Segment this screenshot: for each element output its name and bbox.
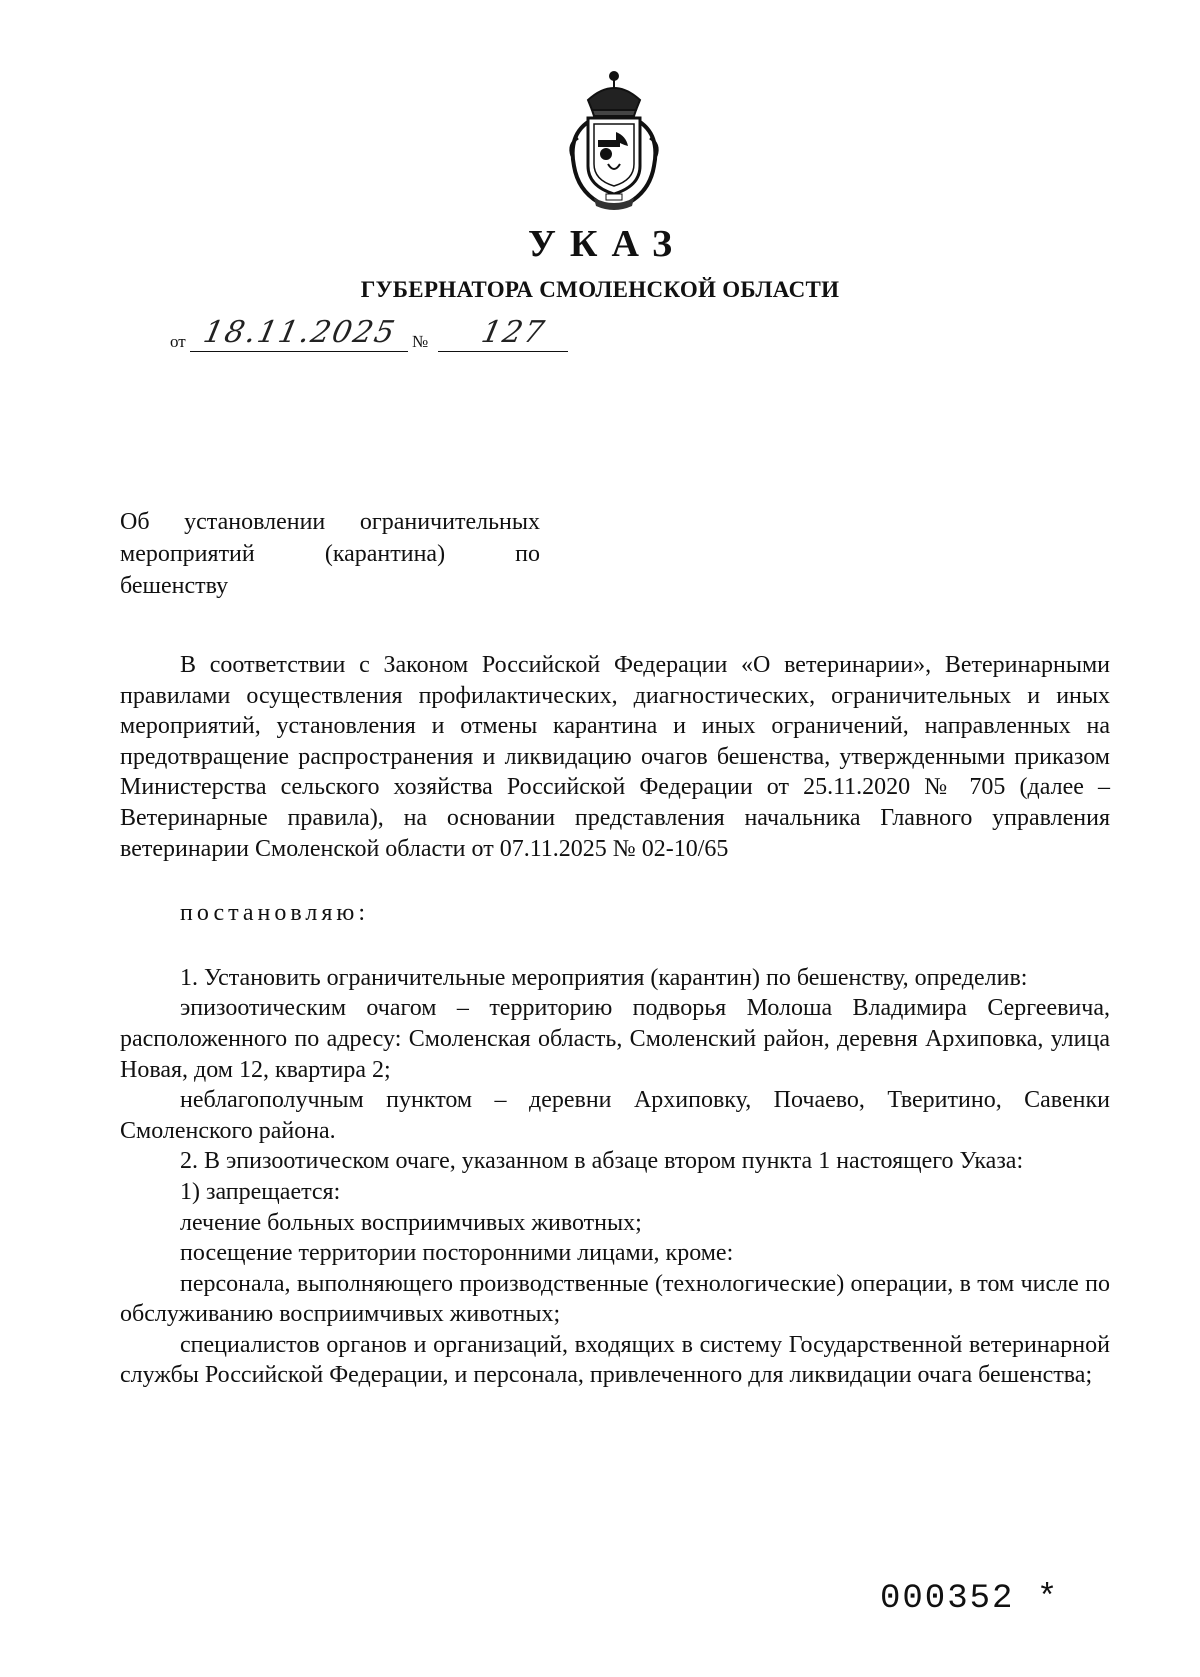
number-handwritten: 127 [478,315,549,350]
heading-line-3: бешенству [120,573,229,599]
paragraph-9: специалистов органов и организаций, входящих в систему Государственной ветеринарной службы Российской Федерации, и персонала, привлеченного для ликвидации очага бешенства; [120,1331,1110,1389]
heading-line-1: Об установлении ограничительных [120,509,540,535]
number-label: № [412,332,429,351]
date-number-line [170,315,590,358]
paragraph-7: посещение территории посторонними лицами, кроме: [180,1240,734,1267]
paragraph-3: неблагополучным пунктом – деревни Архиповку, Почаево, Тверитино, Савенки Смоленского района. [120,1087,1110,1144]
paragraph-5: 1) запрещается: [180,1178,341,1205]
document-heading [120,506,540,602]
resolve-word: постановляю: [180,900,369,927]
paragraph-6: лечение больных восприимчивых животных; [180,1209,642,1236]
preamble-paragraph: В соответствии с Законом Российской Федерации «О ветеринарии», Ветеринарными правилами осуществления профилактических, диагностических, ограничительных и иных мероприятий, установления и отмены карантина и иных ограничений, направленных на предотвращение распространения и ликвидацию очагов бешенства, утвержденными приказом Министерства сельского хозяйства Российской Федерации от 25.11.2020 № 705 (далее – Ветеринарные правила), на основании представления начальника Главного управления ветеринарии Смоленской области от 07.11.2025 № 02-10/65 [120,652,1110,862]
heading-line-2: мероприятий (карантина) по [120,541,540,567]
coat-of-arms-emblem [548,66,680,214]
document-title: УКАЗ [528,223,686,265]
paragraph-4: 2. В эпизоотическом очаге, указанном в абзаце втором пункта 1 настоящего Указа: [180,1148,1024,1175]
document-body [120,650,1110,1391]
blank-serial-number: 000352 * [880,1580,1060,1618]
date-label: от [170,332,186,351]
paragraph-2: эпизоотическим очагом – территорию подворья Молоша Владимира Сергеевича, расположенного по адресу: Смоленская область, Смоленский район, деревня Архиповка, улица Новая, дом 12, квартира 2; [120,995,1110,1083]
paragraph-1: 1. Установить ограничительные мероприятия (карантин) по бешенству, определив: [180,964,1028,991]
paragraph-8: персонала, выполняющего производственные (технологические) операции, в том числе по обслуживанию восприимчивых животных; [120,1270,1110,1328]
document-subtitle: ГУБЕРНАТОРА СМОЛЕНСКОЙ ОБЛАСТИ [360,277,840,302]
date-handwritten: 18.11.2025 [200,315,400,350]
